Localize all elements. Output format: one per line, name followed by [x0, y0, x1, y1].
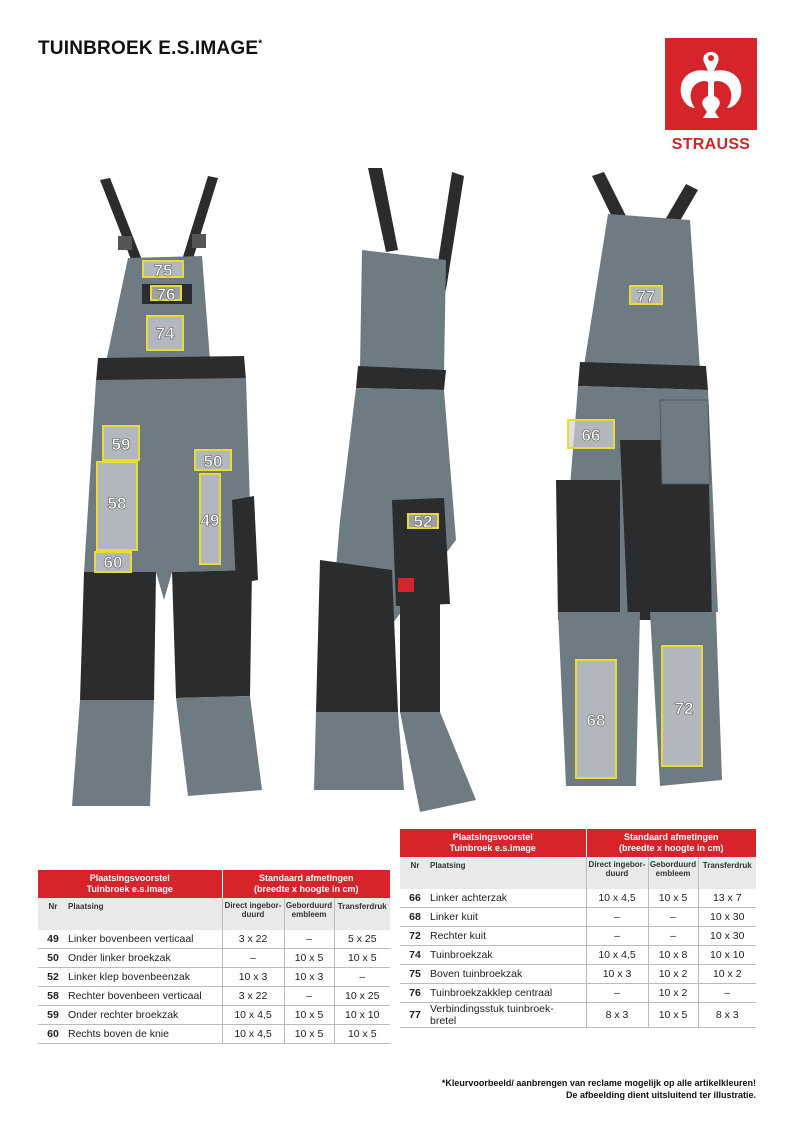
row-transfer: 5 x 25 [334, 930, 390, 949]
marker-50: 50 [203, 452, 223, 471]
row-nr: 72 [400, 927, 430, 946]
row-direct: – [222, 949, 284, 968]
col-embleem: Geborduurd embleem [648, 857, 698, 889]
row-direct: 8 x 3 [586, 1003, 648, 1028]
row-placement: Linker bovenbeen verticaal [68, 930, 222, 949]
header-placement: Plaatsingsvoorstel Tuinbroek e.s.image [86, 873, 173, 894]
row-transfer: 10 x 25 [334, 987, 390, 1006]
col-direct: Direct ingebor- duurd [222, 898, 284, 930]
row-direct: 10 x 4,5 [222, 1025, 284, 1044]
row-transfer: 8 x 3 [698, 1003, 756, 1028]
col-placement: Plaatsing [430, 861, 466, 870]
col-embleem: Geborduurd embleem [284, 898, 334, 930]
col-direct: Direct ingebor- duurd [586, 857, 648, 889]
table-row [38, 1006, 390, 1025]
row-direct: 3 x 22 [222, 987, 284, 1006]
row-embleem: 10 x 5 [648, 889, 698, 908]
row-placement: Tuinbroekzakklep centraal [430, 984, 586, 1003]
row-transfer: 10 x 10 [698, 946, 756, 965]
marker-75: 75 [153, 261, 173, 280]
row-nr: 66 [400, 889, 430, 908]
row-embleem: 10 x 2 [648, 984, 698, 1003]
header-dimensions: Standaard afmetingen (breedte x hoogte in cm) [222, 870, 390, 898]
row-transfer: 10 x 2 [698, 965, 756, 984]
table-row [400, 965, 756, 984]
table-row [38, 949, 390, 968]
row-placement: Verbindingsstuk tuinbroek- bretel [430, 1003, 586, 1028]
col-transfer: Transferdruk [334, 898, 390, 930]
col-placement: Plaatsing [68, 902, 104, 911]
row-embleem: 10 x 8 [648, 946, 698, 965]
row-direct: 3 x 22 [222, 930, 284, 949]
row-placement: Linker klep bovenbeenzak [68, 968, 222, 987]
row-nr: 58 [38, 987, 68, 1006]
row-placement: Rechts boven de knie [68, 1025, 222, 1044]
marker-66: 66 [581, 426, 601, 445]
row-embleem: – [648, 908, 698, 927]
marker-59: 59 [111, 435, 131, 454]
side-view [314, 168, 476, 812]
title-asterisk: * [258, 38, 263, 50]
row-transfer: 10 x 10 [334, 1006, 390, 1025]
footer-note [442, 1077, 756, 1101]
marker-76: 76 [156, 285, 176, 304]
marker-49: 49 [200, 511, 220, 530]
row-embleem: 10 x 5 [284, 1025, 334, 1044]
row-transfer: 13 x 7 [698, 889, 756, 908]
row-placement: Boven tuinbroekzak [430, 965, 586, 984]
row-placement: Linker achterzak [430, 889, 586, 908]
row-transfer: 10 x 30 [698, 927, 756, 946]
col-nr: Nr [410, 861, 420, 870]
row-nr: 76 [400, 984, 430, 1003]
table-row [400, 1003, 756, 1028]
row-embleem: – [284, 987, 334, 1006]
row-transfer: – [334, 968, 390, 987]
row-placement: Linker kuit [430, 908, 586, 927]
row-nr: 74 [400, 946, 430, 965]
row-nr: 52 [38, 968, 68, 987]
table-row [400, 889, 756, 908]
brand-name: STRAUSS [671, 136, 751, 153]
row-direct: 10 x 3 [222, 968, 284, 987]
col-nr: Nr [48, 902, 58, 911]
table-row [400, 946, 756, 965]
row-nr: 59 [38, 1006, 68, 1025]
table-row [38, 1025, 390, 1044]
page-title: TUINBROEK E.S.IMAGE* [38, 38, 263, 59]
placement-table-right [400, 829, 756, 1028]
marker-72: 72 [674, 699, 694, 718]
row-transfer: – [698, 984, 756, 1003]
header-dimensions: Standaard afmetingen (breedte x hoogte in cm) [586, 829, 756, 857]
footer-line-1: *Kleurvoorbeeld/ aanbrengen van reclame mogelijk op alle artikelkleuren! [441, 1078, 756, 1088]
row-embleem: 10 x 5 [284, 949, 334, 968]
footer-line-2: De afbeelding dient uitsluitend ter illustratie. [565, 1090, 756, 1100]
col-transfer: Transferdruk [698, 857, 756, 889]
marker-60: 60 [103, 553, 123, 572]
marker-58: 58 [107, 494, 127, 513]
table-row [38, 968, 390, 987]
row-embleem: – [284, 930, 334, 949]
row-nr: 75 [400, 965, 430, 984]
marker-74: 74 [155, 324, 175, 343]
header-placement: Plaatsingsvoorstel Tuinbroek e.s.image [449, 832, 536, 853]
row-transfer: 10 x 5 [334, 949, 390, 968]
row-placement: Tuinbroekzak [430, 946, 586, 965]
row-placement: Rechter bovenbeen verticaal [68, 987, 222, 1006]
row-direct: 10 x 4,5 [586, 946, 648, 965]
table-row [38, 930, 390, 949]
row-direct: 10 x 4,5 [222, 1006, 284, 1025]
row-nr: 68 [400, 908, 430, 927]
table-row [38, 987, 390, 1006]
row-nr: 77 [400, 1003, 430, 1028]
row-direct: – [586, 984, 648, 1003]
row-embleem: 10 x 2 [648, 965, 698, 984]
marker-52: 52 [413, 512, 433, 531]
row-direct: – [586, 908, 648, 927]
table-row [400, 984, 756, 1003]
row-nr: 49 [38, 930, 68, 949]
placement-table-left [38, 870, 390, 1044]
row-direct: 10 x 3 [586, 965, 648, 984]
row-embleem: 10 x 5 [648, 1003, 698, 1028]
row-direct: – [586, 927, 648, 946]
row-direct: 10 x 4,5 [586, 889, 648, 908]
table-row [400, 908, 756, 927]
row-transfer: 10 x 30 [698, 908, 756, 927]
row-embleem: 10 x 3 [284, 968, 334, 987]
row-placement: Onder linker broekzak [68, 949, 222, 968]
row-nr: 50 [38, 949, 68, 968]
row-placement: Rechter kuit [430, 927, 586, 946]
table-row [400, 927, 756, 946]
row-nr: 60 [38, 1025, 68, 1044]
row-embleem: 10 x 5 [284, 1006, 334, 1025]
row-transfer: 10 x 5 [334, 1025, 390, 1044]
row-embleem: – [648, 927, 698, 946]
marker-77: 77 [636, 287, 656, 306]
row-placement: Onder rechter broekzak [68, 1006, 222, 1025]
marker-68: 68 [586, 711, 606, 730]
